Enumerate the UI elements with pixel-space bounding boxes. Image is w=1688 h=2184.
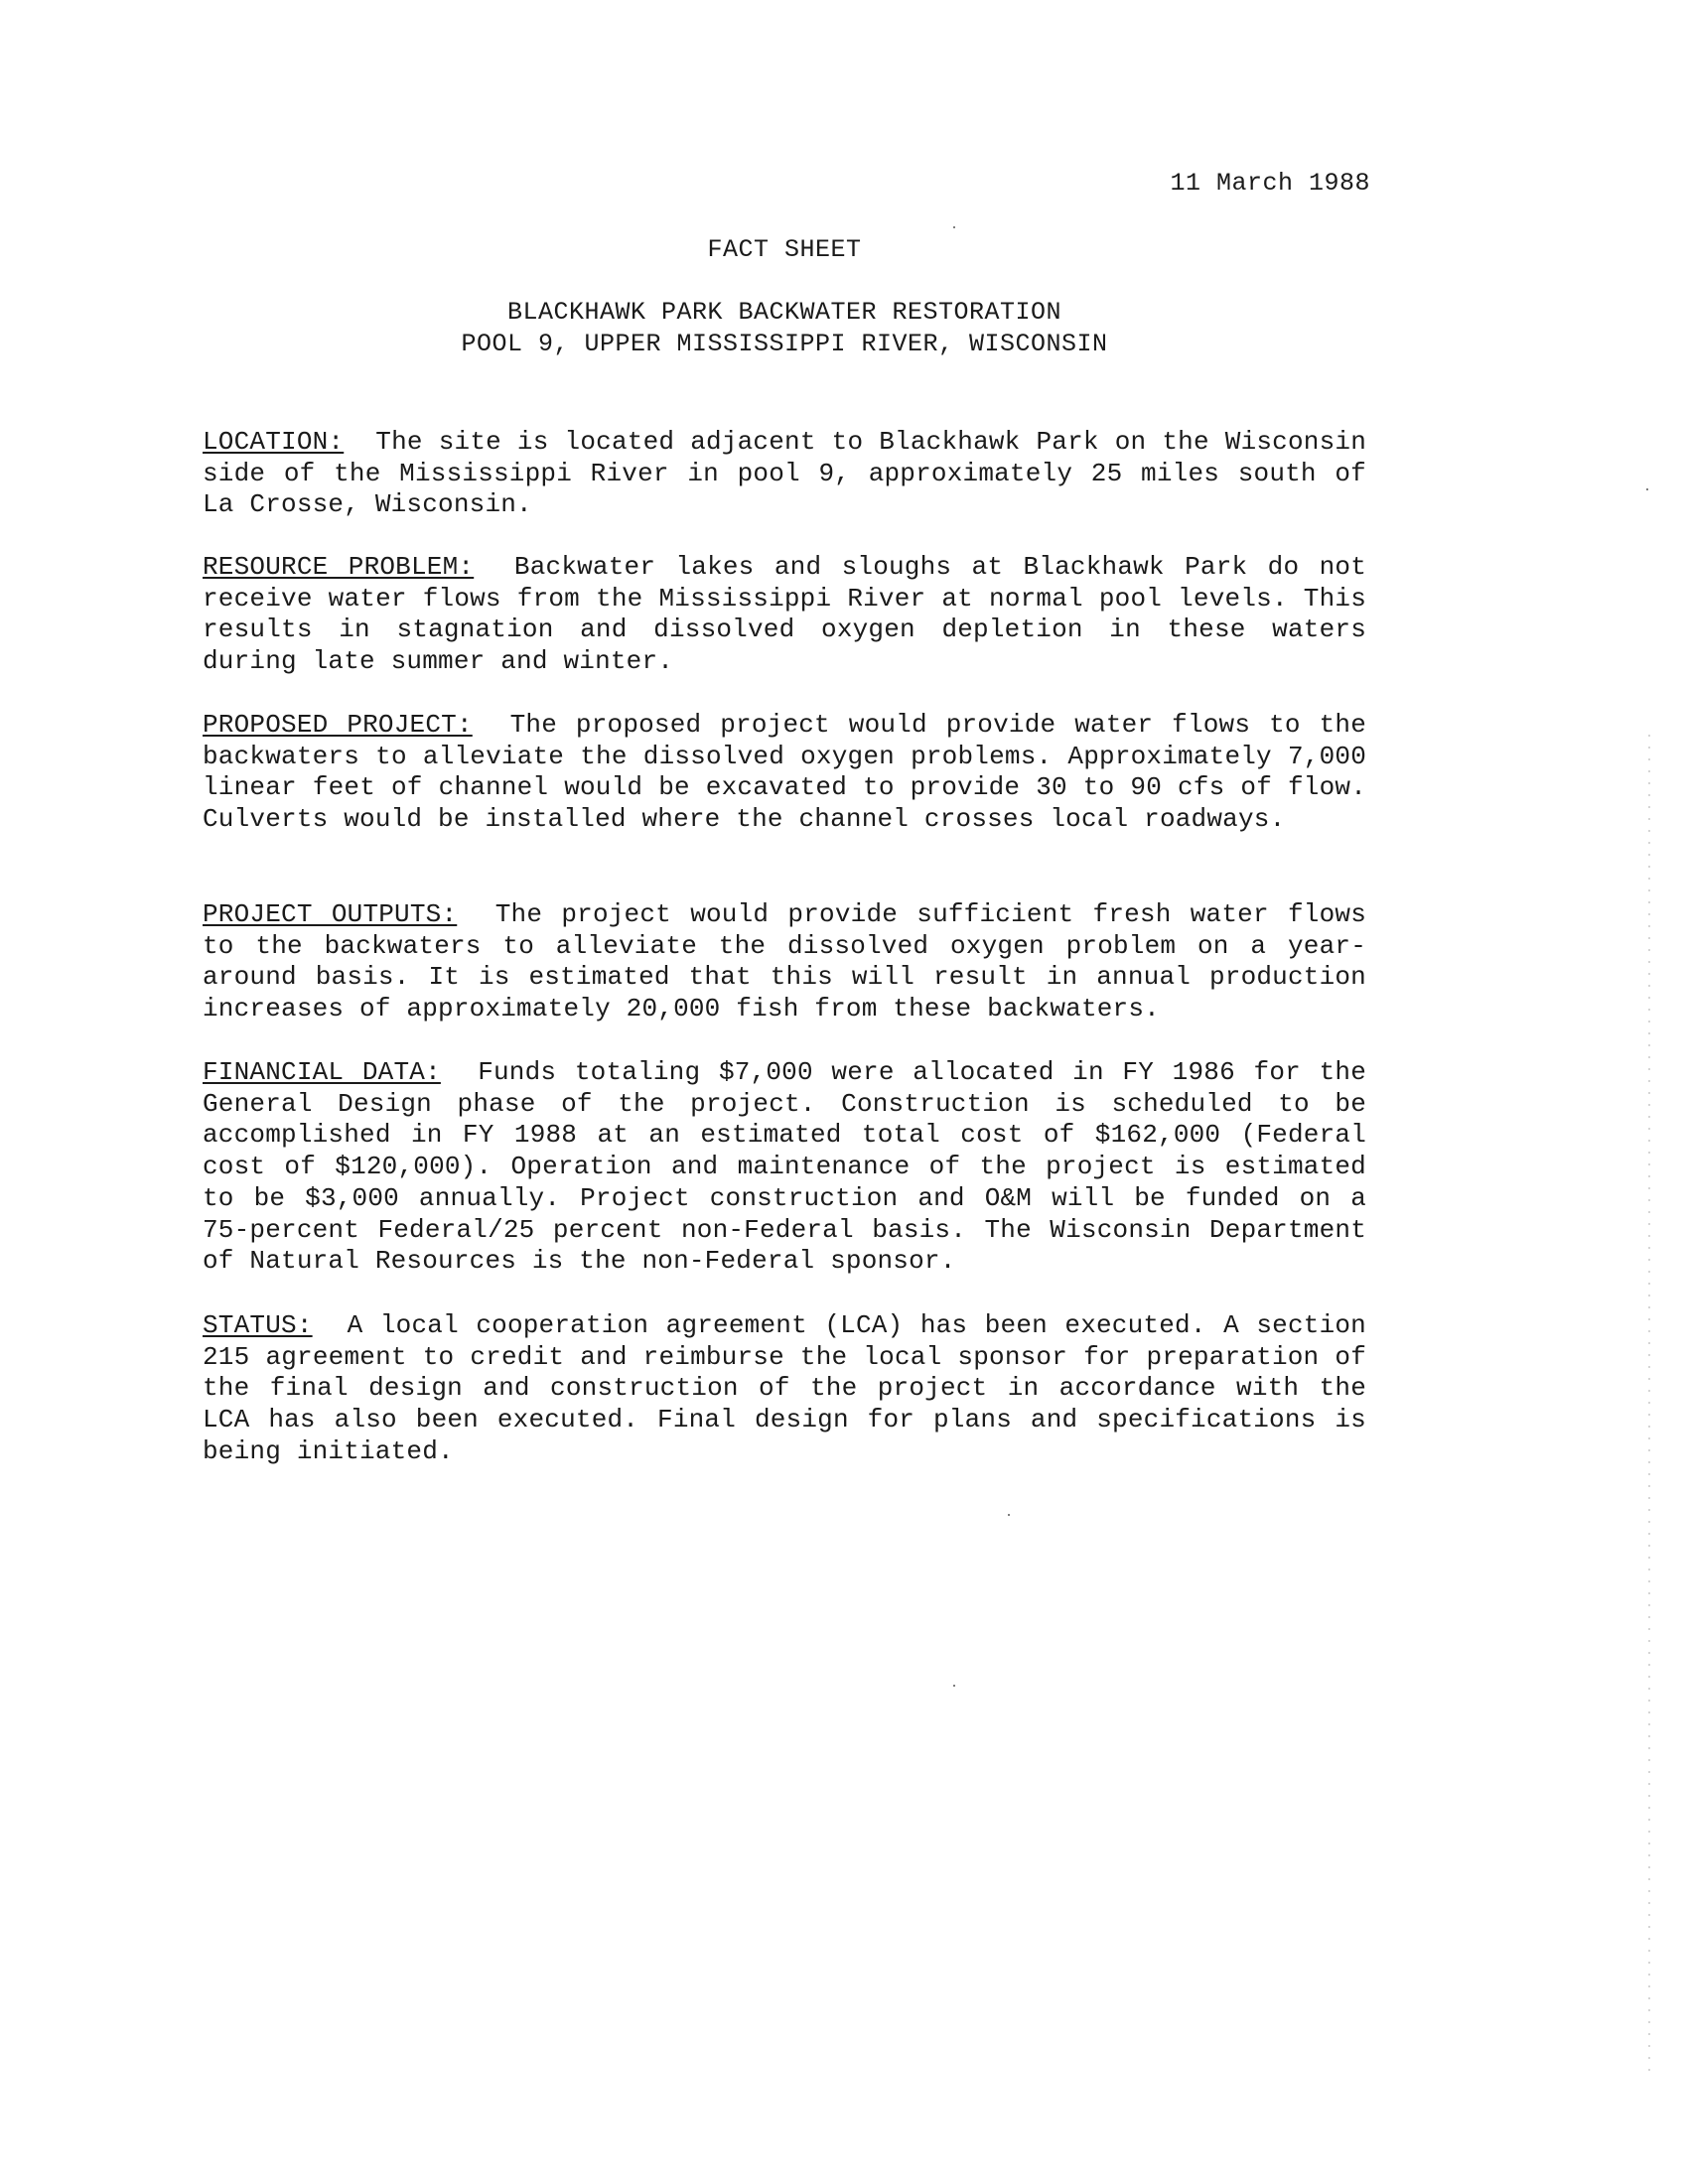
section-label: PROJECT OUTPUTS: [203, 899, 458, 929]
section-label: LOCATION: [203, 427, 345, 457]
scan-speck [953, 226, 955, 228]
resource-problem-section [203, 552, 1366, 678]
project-title-line-1: BLACKHAWK PARK BACKWATER RESTORATION [506, 298, 1062, 327]
scan-speck [1008, 1514, 1010, 1516]
section-text: The project would provide sufficient fresh water flows to the backwaters to alleviate the dissolved oxygen problem on a year-around basis. It is estimated that this will result in annual production increases of approximately 20,000 fish from these backwaters. [203, 899, 1366, 1024]
section-label: STATUS: [203, 1310, 313, 1340]
document-date: 11 March 1988 [1170, 169, 1370, 198]
section-label: PROPOSED PROJECT: [203, 710, 473, 740]
section-text: Funds totaling $7,000 were allocated in FY 1986 for the General Design phase of the project. Construction is scheduled to be accomplished in FY 1988 at an estimated total cost of $162,000 (Federal cost of $120,000). Operation and maintenance of the project is estimated to be $3,000 annually. Project construction and O&M will be funded on a 75-percent Federal/25 percent non-Federal basis. The Wisconsin Department of Natural Resources is the non-Federal sponsor. [203, 1057, 1366, 1277]
section-text: A local cooperation agreement (LCA) has been executed. A section 215 agreement to credit and reimburse the local sponsor for preparation of the final design and construction of the project in accordance with the LCA has also been executed. Final design for plans and specifications is being initiated. [203, 1310, 1366, 1466]
scan-edge-marks [1648, 735, 1650, 2075]
section-label: FINANCIAL DATA: [203, 1057, 441, 1087]
document-heading: FACT SHEET [707, 235, 862, 264]
section-label: RESOURCE PROBLEM: [203, 552, 475, 582]
proposed-project-section [203, 710, 1366, 836]
project-title-line-2: POOL 9, UPPER MISSISSIPPI RIVER, WISCONSIN [461, 330, 1108, 358]
location-section [203, 427, 1366, 521]
section-text: Backwater lakes and sloughs at Blackhawk Park do not receive water flows from the Mississippi River at normal pool levels. This results in stagnation and dissolved oxygen depletion in these waters during late summer and winter. [203, 552, 1367, 677]
project-outputs-section [203, 899, 1366, 1025]
scan-speck [953, 1685, 955, 1687]
section-text: The proposed project would provide water flows to the backwaters to alleviate the dissolved oxygen problems. Approximately 7,000 linear feet of channel would be excavated to provide 30 to 90 cfs of flow. Culverts would be installed where the channel crosses local roadways. [203, 710, 1366, 835]
financial-data-section [203, 1057, 1366, 1278]
section-text: The site is located adjacent to Blackhawk Park on the Wisconsin side of the Mississippi River in pool 9, approximately 25 miles south of La Crosse, Wisconsin. [203, 427, 1367, 520]
status-section [203, 1310, 1366, 1468]
scan-speck [1646, 488, 1648, 490]
